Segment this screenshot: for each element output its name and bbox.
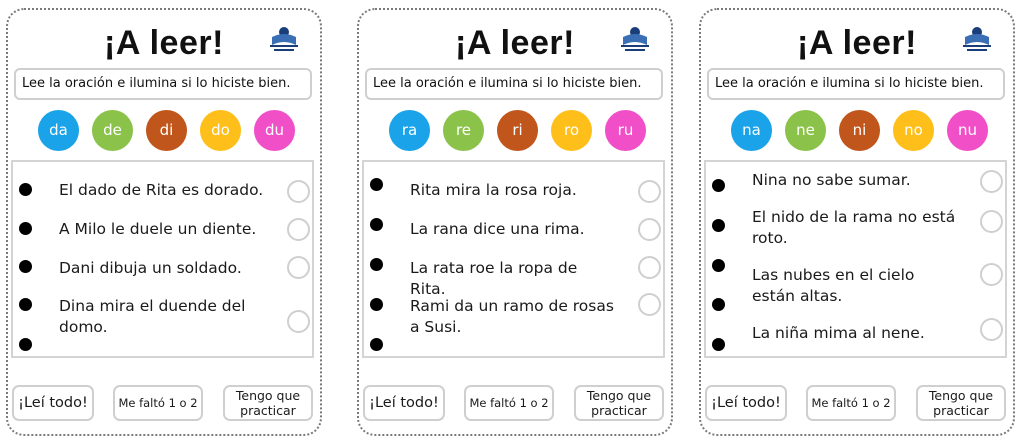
syllable-ro: ro: [551, 110, 592, 151]
check-circle-4[interactable]: [980, 318, 1003, 341]
bullet-dot: [370, 298, 383, 311]
syllable-ne: ne: [785, 110, 826, 151]
bullet-dot: [370, 218, 383, 231]
school-logo-icon: [617, 24, 653, 54]
sentence-3: Dani dibuja un soldado.: [59, 259, 242, 277]
missed-some-button[interactable]: Me faltó 1 o 2: [806, 385, 896, 421]
read-all-button[interactable]: ¡Leí todo!: [12, 385, 94, 421]
bullet-dot: [19, 338, 32, 351]
bullet-dot: [712, 338, 725, 351]
need-practice-button[interactable]: Tengo que practicar: [574, 385, 664, 421]
check-circle-2[interactable]: [638, 218, 661, 241]
sentence-3: Las nubes en el cielo están altas.: [752, 266, 915, 305]
check-circle-4[interactable]: [287, 310, 310, 333]
card-title: ¡A leer!: [797, 24, 917, 62]
syllable-ri: ri: [497, 110, 538, 151]
check-circle-1[interactable]: [638, 180, 661, 203]
check-circle-4[interactable]: [638, 293, 661, 316]
sentence-1: Rita mira la rosa roja.: [410, 181, 577, 199]
sentence-2: El nido de la rama no está roto.: [752, 208, 956, 247]
sentence-panel: [11, 160, 314, 358]
need-practice-button[interactable]: Tengo que practicar: [916, 385, 1006, 421]
bullet-dot: [712, 259, 725, 272]
sentence-4: Rami da un ramo de rosas a Susi.: [410, 297, 614, 336]
syllable-nu: nu: [947, 110, 988, 151]
check-circle-3[interactable]: [980, 263, 1003, 286]
bullet-dot: [19, 298, 32, 311]
missed-some-button[interactable]: Me faltó 1 o 2: [464, 385, 554, 421]
reading-card-na: [699, 8, 1015, 436]
bullet-dot: [370, 178, 383, 191]
school-logo-icon: [959, 24, 995, 54]
bullet-dot: [712, 298, 725, 311]
syllable-di: di: [146, 110, 187, 151]
syllable-ni: ni: [839, 110, 880, 151]
syllable-ru: ru: [605, 110, 646, 151]
check-circle-2[interactable]: [287, 218, 310, 241]
syllable-de: de: [92, 110, 133, 151]
bullet-dot: [370, 338, 383, 351]
school-logo-icon: [266, 24, 302, 54]
syllable-row: [359, 110, 671, 152]
sentence-2: La rana dice una rima.: [410, 220, 585, 238]
check-circle-1[interactable]: [980, 170, 1003, 193]
bullet-dot: [712, 179, 725, 192]
sentence-4: Dina mira el duende del domo.: [59, 297, 246, 336]
sentence-2: A Milo le duele un diente.: [59, 220, 257, 238]
sentence-1: Nina no sabe sumar.: [752, 171, 911, 189]
syllable-row: [8, 110, 320, 152]
check-circle-2[interactable]: [980, 210, 1003, 233]
syllable-du: du: [254, 110, 295, 151]
syllable-na: na: [731, 110, 772, 151]
card-title: ¡A leer!: [104, 24, 224, 62]
instruction-box: Lee la oración e ilumina si lo hiciste bien.: [14, 68, 312, 100]
sentence-panel: [704, 160, 1007, 358]
need-practice-button[interactable]: Tengo que practicar: [223, 385, 313, 421]
bullet-dot: [19, 183, 32, 196]
bullet-dot: [370, 258, 383, 271]
syllable-da: da: [38, 110, 79, 151]
read-all-button[interactable]: ¡Leí todo!: [705, 385, 787, 421]
card-title: ¡A leer!: [455, 24, 575, 62]
syllable-no: no: [893, 110, 934, 151]
syllable-re: re: [443, 110, 484, 151]
instruction-box: Lee la oración e ilumina si lo hiciste bien.: [365, 68, 663, 100]
check-circle-3[interactable]: [287, 256, 310, 279]
reading-card-da: [6, 8, 322, 436]
sentence-3: La rata roe la ropa de Rita.: [410, 259, 578, 298]
bullet-dot: [19, 260, 32, 273]
sentence-1: El dado de Rita es dorado.: [59, 181, 264, 199]
bullet-dot: [712, 219, 725, 232]
syllable-ra: ra: [389, 110, 430, 151]
bullet-dot: [19, 222, 32, 235]
missed-some-button[interactable]: Me faltó 1 o 2: [113, 385, 203, 421]
check-circle-3[interactable]: [638, 256, 661, 279]
check-circle-1[interactable]: [287, 180, 310, 203]
sentence-panel: [362, 160, 665, 358]
instruction-box: Lee la oración e ilumina si lo hiciste bien.: [707, 68, 1005, 100]
sentence-4: La niña mima al nene.: [752, 324, 925, 342]
syllable-row: [701, 110, 1013, 152]
reading-card-ra: [357, 8, 673, 436]
syllable-do: do: [200, 110, 241, 151]
read-all-button[interactable]: ¡Leí todo!: [363, 385, 445, 421]
